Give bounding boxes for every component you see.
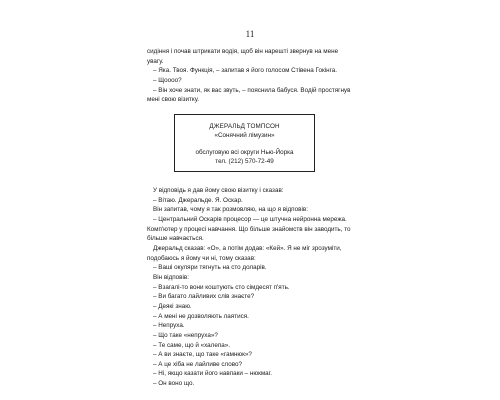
text-line: – Що таке «непруха»? xyxy=(153,331,218,339)
text-line: Комп'ютер у процесі навчання. Що більше знайомств він заводить, то xyxy=(147,225,351,233)
text-line: – А це хіба не лайливе слово? xyxy=(153,360,243,368)
text-line: – Ваші окуляри тягнуть на сто доларів. xyxy=(153,264,267,272)
text-line: – А ви знаєте, що таке «гамнюк»? xyxy=(153,351,252,359)
text-line: – Непруха. xyxy=(153,322,185,330)
text-line: – Яка. Твоя. Функція, – запитав я його голосом Стівена Гокінга. xyxy=(153,67,338,75)
card-spacer xyxy=(175,140,314,149)
text-line: У відповідь я дав йому свою візитку і сказав: xyxy=(153,187,284,194)
text-line: Джеральд сказав: «О», а потім додав: «Кей». Я не міг зрозуміти, xyxy=(153,244,342,252)
text-line: подобаюсь я йому чи ні, тому сказав: xyxy=(147,254,256,262)
text-line: – Деякі знаю. xyxy=(153,302,192,310)
text-line: – Щоооо? xyxy=(153,76,182,84)
text-line: Він відповів: xyxy=(153,273,189,281)
text-line: мені свою візитку. xyxy=(147,96,199,104)
text-line: – Він хоче знати, як вас звуть, – пояснила бабуся. Водій простягнув xyxy=(153,86,351,94)
card-name: ДЖЕРАЛЬД ТОМПСОН xyxy=(209,123,280,130)
business-card xyxy=(174,114,315,172)
card-service-area: обслуговую всі округи Нью-Йорка xyxy=(195,149,294,156)
text-line: – Центральний Оскарів процесор — це штучна нейронна мережа. xyxy=(153,215,347,223)
text-line: – Те саме, що й «халепа». xyxy=(153,341,231,349)
page-number: 11 xyxy=(245,29,255,39)
text-line: сидіння і почав штрикати водія, щоб він нарешті звернув на мене xyxy=(147,48,339,55)
card-tagline: «Сонячний лімузин» xyxy=(214,131,275,139)
card-phone: тел. (212) 570-72-49 xyxy=(215,157,274,165)
text-line: – А мені не дозволяють лаятися. xyxy=(153,312,249,320)
text-line: – Взагалі-то вони коштують сто сімдесят п'ять. xyxy=(153,283,290,291)
text-line: – Он воно що. xyxy=(153,380,195,388)
text-line: Він запитав, чому я так розмовляю, на що я відповів: xyxy=(153,206,308,214)
text-block-top xyxy=(147,47,359,105)
text-line: увагу. xyxy=(147,57,164,65)
text-line: – Ви багато лайливих слів знаєте? xyxy=(153,293,255,301)
text-block-bottom xyxy=(147,186,359,389)
text-line: – Ні, якщо казати його навпаки – нюкмаг. xyxy=(153,370,272,378)
text-line: – Вітаю. Джеральде. Я. Оскар. xyxy=(153,196,243,204)
text-line: більше навчається. xyxy=(147,235,204,243)
